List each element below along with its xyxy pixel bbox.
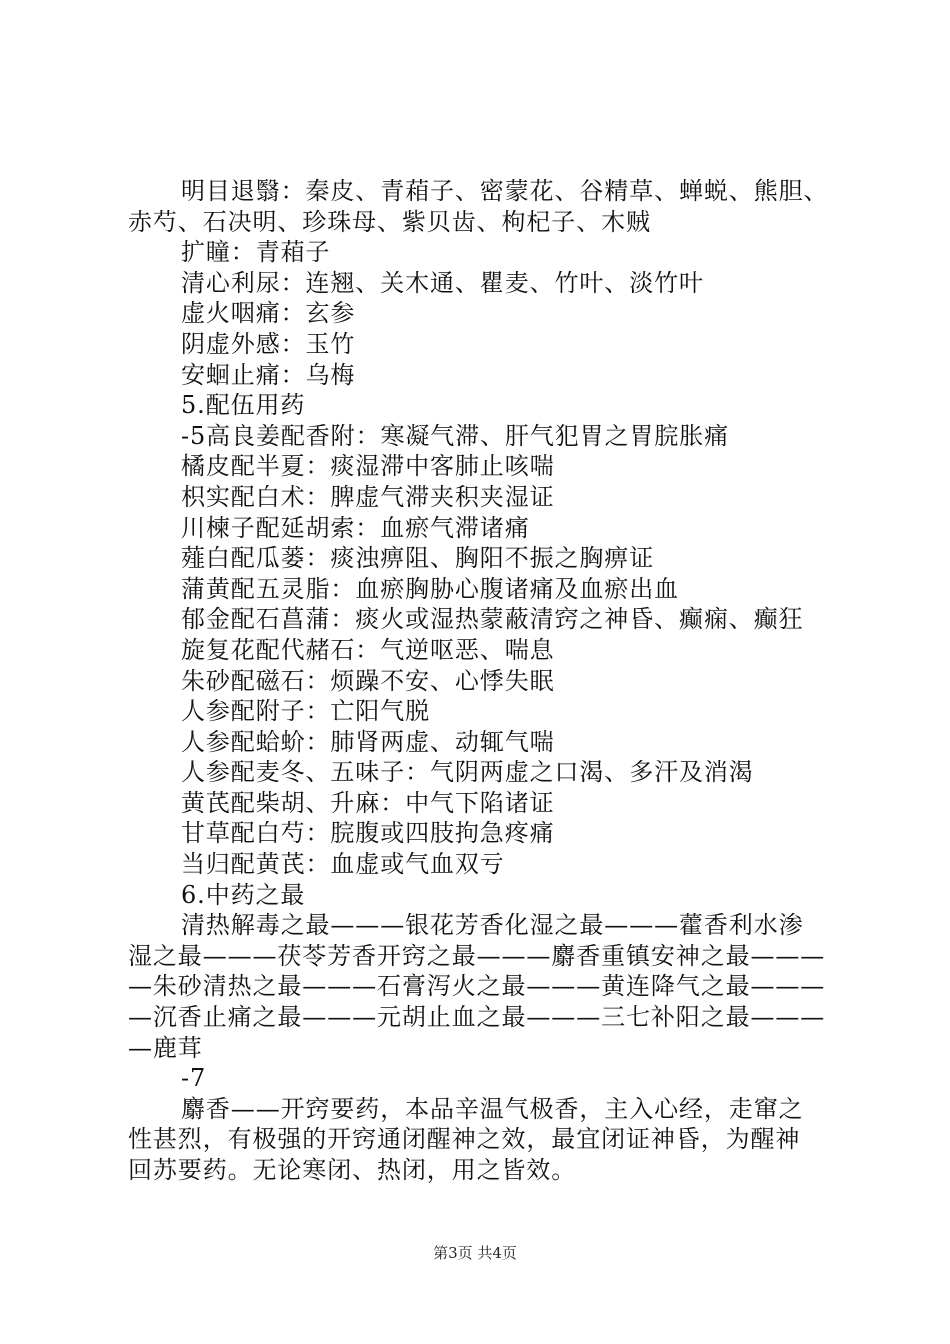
text-line: 阴虚外感：玉竹	[181, 329, 356, 358]
text-line: -7	[181, 1064, 207, 1093]
text-line: 黄芪配柴胡、升麻：中气下陷诸证	[181, 788, 555, 817]
text-line: 麝香——开窍要药，本品辛温气极香，主入心经，走窜之	[181, 1094, 804, 1123]
text-line: 清热解毒之最———银花芳香化湿之最———藿香利水渗	[181, 911, 804, 940]
document-body	[128, 176, 833, 1186]
text-line: 蒲黄配五灵脂：血瘀胸胁心腹诸痛及血瘀出血	[181, 574, 679, 603]
text-line: 橘皮配半夏：痰湿滞中客肺止咳喘	[181, 452, 555, 481]
section-heading: 6.中药之最	[181, 880, 306, 909]
text-line: —鹿茸	[128, 1033, 203, 1062]
text-line: 人参配附子：亡阳气脱	[181, 697, 430, 726]
text-line: 安蛔止痛：乌梅	[181, 360, 356, 389]
text-line: 虚火咽痛：玄参	[181, 299, 356, 328]
text-line: —朱砂清热之最———石膏泻火之最———黄连降气之最———	[128, 972, 826, 1001]
text-line: 枳实配白术：脾虚气滞夹积夹湿证	[181, 482, 555, 511]
section-heading: 5.配伍用药	[181, 391, 306, 420]
page-number-footer: 第3页 共4页	[433, 1244, 517, 1262]
text-line: 郁金配石菖蒲：痰火或湿热蒙蔽清窍之神昏、癫痫、癫狂	[181, 605, 804, 634]
text-line: 朱砂配磁石：烦躁不安、心悸失眠	[181, 666, 555, 695]
text-line: 人参配麦冬、五味子：气阴两虚之口渴、多汗及消渴	[181, 758, 754, 787]
text-line: 人参配蛤蚧：肺肾两虚、动辄气喘	[181, 727, 555, 756]
text-line: 扩瞳：青葙子	[181, 238, 331, 267]
text-line: 湿之最———茯苓芳香开窍之最———麝香重镇安神之最———	[128, 941, 826, 970]
text-line: 清心利尿：连翘、关木通、瞿麦、竹叶、淡竹叶	[181, 268, 704, 297]
text-line: 明目退翳：秦皮、青葙子、密蒙花、谷精草、蝉蜕、熊胆、	[181, 177, 829, 205]
text-line: -5高良姜配香附：寒凝气滞、肝气犯胃之胃脘胀痛	[181, 421, 730, 450]
text-line: —沉香止痛之最———元胡止血之最———三七补阳之最———	[128, 1003, 826, 1032]
text-line: 赤芍、石决明、珍珠母、紫贝齿、枸杞子、木贼	[128, 207, 651, 236]
text-line: 薤白配瓜蒌：痰浊痹阻、胸阳不振之胸痹证	[181, 544, 655, 573]
text-line: 川楝子配延胡索：血瘀气滞诸痛	[181, 513, 530, 542]
text-line: 甘草配白芍：脘腹或四肢拘急疼痛	[181, 819, 555, 848]
text-line: 旋复花配代赭石：气逆呕恶、喘息	[181, 635, 555, 664]
text-line: 当归配黄芪：血虚或气血双亏	[181, 850, 505, 879]
text-line: 回苏要药。无论寒闭、热闭，用之皆效。	[128, 1156, 577, 1184]
text-line: 性甚烈，有极强的开窍通闭醒神之效，最宜闭证神昏，为醒神	[128, 1125, 801, 1154]
